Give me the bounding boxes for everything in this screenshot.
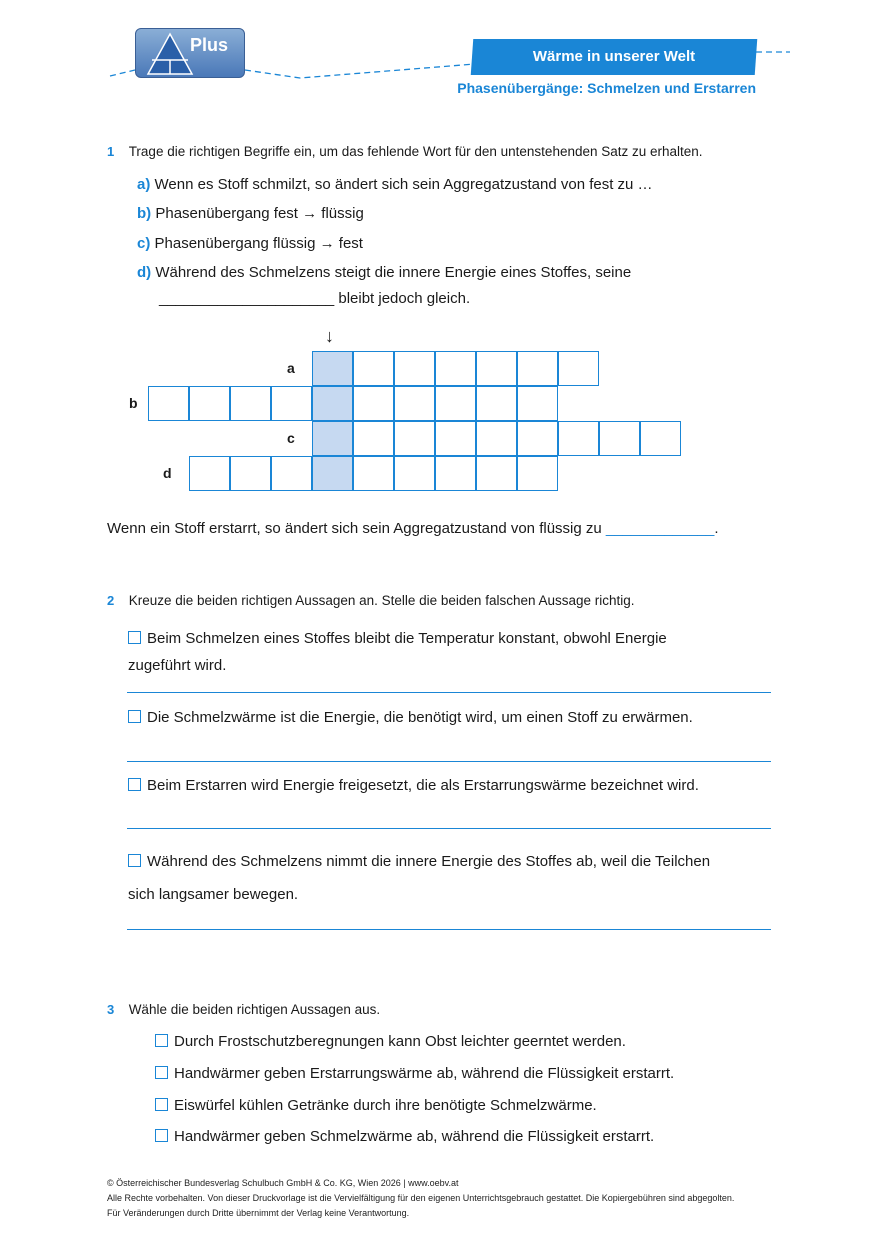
crossword-cell[interactable] [517,456,558,491]
crossword-cell[interactable] [435,456,476,491]
page-title: Wärme in unserer Welt [532,48,696,65]
q1-item-d: d) Während des Schmelzens steigt die innere Energie eines Stoffes, seine [137,264,632,281]
down-arrow-icon: ↓ [325,326,334,346]
crossword-cell[interactable] [353,386,394,421]
q3-option-1[interactable]: Durch Frostschutzberegnungen kann Obst leichter geerntet werden. [155,1033,626,1050]
crossword-cell[interactable] [517,351,558,386]
crossword-cell[interactable] [394,421,435,456]
q2-statement-2: Die Schmelzwärme ist die Energie, die benötigt wird, um einen Stoff zu erwärmen. [128,709,788,726]
checkbox[interactable] [155,1129,168,1142]
crossword-cell[interactable] [435,351,476,386]
question-instruction: Kreuze die beiden richtigen Aussagen an. Stelle die beiden falschen Aussage richtig. [128,593,635,608]
crossword-solution-cell[interactable] [312,386,353,421]
crossword-cell[interactable] [599,421,640,456]
crossword-row-label: b [129,395,138,411]
answer-line[interactable] [127,761,771,762]
q1-item-a: a) Wenn es Stoff schmilzt, so ändert sich sein Aggregatzustand von fest zu … [137,176,653,193]
q3-option-3[interactable]: Eiswürfel kühlen Getränke durch ihre benötigte Schmelzwärme. [155,1097,597,1114]
crossword-solution-cell[interactable] [312,456,353,491]
crossword-row-label: c [287,430,295,446]
q2-statement-1: Beim Schmelzen eines Stoffes bleibt die Temperatur konstant, obwohl Energie zugeführt wird. [128,630,667,674]
crossword-row-label: a [287,360,295,376]
checkbox[interactable] [128,710,141,723]
answer-line[interactable] [127,929,771,930]
q1-item-c: c) Phasenübergang flüssig → fest [137,235,363,252]
crossword-cell[interactable] [189,386,230,421]
crossword-cell[interactable] [353,456,394,491]
q3-option-4[interactable]: Handwärmer geben Schmelzwärme ab, während die Flüssigkeit erstarrt. [155,1128,654,1145]
crossword-solution-cell[interactable] [312,351,353,386]
crossword-cell[interactable] [517,421,558,456]
checkbox[interactable] [128,854,141,867]
final-answer-blank[interactable]: _____________ [605,520,715,537]
crossword-cell[interactable] [435,386,476,421]
crossword-cell[interactable] [476,456,517,491]
crossword-cell[interactable] [353,421,394,456]
crossword-cell[interactable] [476,421,517,456]
crossword-cell[interactable] [640,421,681,456]
crossword-cell[interactable] [394,351,435,386]
crossword-cell[interactable] [394,386,435,421]
crossword-cell[interactable] [271,456,312,491]
crossword-cell[interactable] [517,386,558,421]
q1-item-d-line2: _____________________ bleibt jedoch gleich. [159,290,471,307]
question-number: 3 [107,1002,115,1017]
footer-rights: Alle Rechte vorbehalten. Von dieser Druckvorlage ist die Vervielfältigung für den eigenen Unterrichtsgebrauch gestattet. Die Kopiergebühren sind abgegolten. [107,1193,735,1203]
crossword-grid [0,0,890,520]
crossword-cell[interactable] [189,456,230,491]
crossword-cell[interactable] [435,421,476,456]
question-2 [107,592,635,610]
crossword-solution-cell[interactable] [312,421,353,456]
answer-line[interactable] [127,828,771,829]
question-instruction: Wähle die beiden richtigen Aussagen aus. [128,1002,381,1017]
crossword-cell[interactable] [394,456,435,491]
crossword-row-label: d [163,465,172,481]
q2-statement-3: Beim Erstarren wird Energie freigesetzt, die als Erstarrungswärme bezeichnet wird. [128,777,788,794]
q1-item-b: b) Phasenübergang fest → flüssig [137,205,364,222]
question-instruction: Trage die richtigen Begriffe ein, um das fehlende Wort für den untenstehenden Satz zu erhalten. [128,144,703,159]
crossword-cell[interactable] [476,386,517,421]
checkbox[interactable] [155,1098,168,1111]
crossword-cell[interactable] [230,386,271,421]
crossword-cell[interactable] [148,386,189,421]
page-subtitle: Phasenübergänge: Schmelzen und Erstarren [457,80,756,96]
q2-statement-4: Während des Schmelzens nimmt die innere Energie des Stoffes ab, weil die Teilchen sich langsamer bewegen. [128,853,711,903]
footer-copyright: © Österreichischer Bundesverlag Schulbuch GmbH & Co. KG, Wien 2026 | www.oebv.at [107,1178,459,1188]
checkbox[interactable] [128,778,141,791]
crossword-cell[interactable] [271,386,312,421]
question-number: 2 [107,593,115,608]
q1-final-sentence: Wenn ein Stoff erstarrt, so ändert sich sein Aggregatzustand von flüssig zu _____________. [107,520,719,537]
question-3 [107,1001,380,1019]
crossword-cell[interactable] [558,351,599,386]
answer-line[interactable] [127,692,771,693]
crossword-cell[interactable] [476,351,517,386]
q3-option-2[interactable]: Handwärmer geben Erstarrungswärme ab, während die Flüssigkeit erstarrt. [155,1065,674,1082]
question-number: 1 [107,144,115,159]
checkbox[interactable] [155,1034,168,1047]
checkbox[interactable] [155,1066,168,1079]
crossword-cell[interactable] [353,351,394,386]
crossword-cell[interactable] [230,456,271,491]
checkbox[interactable] [128,631,141,644]
crossword-cell[interactable] [558,421,599,456]
logo-text: Plus [190,35,229,55]
footer-disclaimer: Für Veränderungen durch Dritte übernimmt der Verlag keine Verantwortung. [107,1208,410,1218]
